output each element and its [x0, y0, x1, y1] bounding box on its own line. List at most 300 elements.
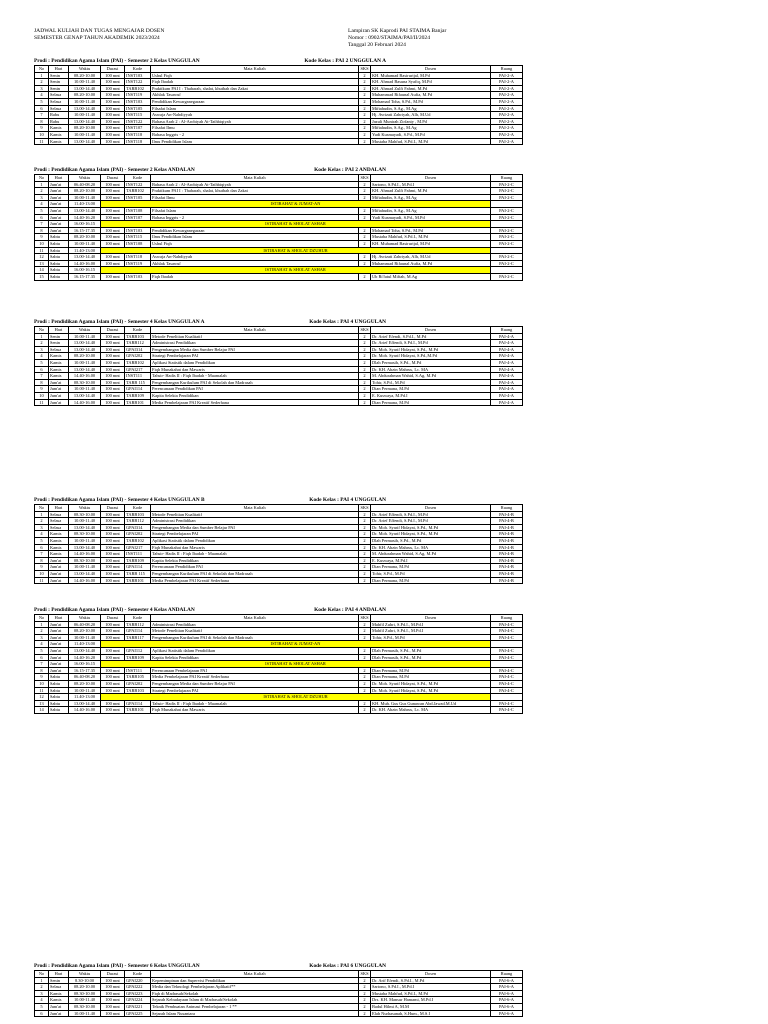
schedule-section [34, 606, 522, 714]
table-cell: TARB112 [125, 621, 151, 628]
table-cell: Miftahudin, S.Ag., M.Ag [371, 125, 491, 132]
table-cell: 9 [35, 386, 49, 393]
table-cell: 13.00-14.40 [69, 647, 101, 654]
table-cell: KH. Muh. Gus Gus Gunawan Abd.Jawad.M.Ud [371, 700, 491, 707]
table-cell: 100 mnt [101, 346, 125, 353]
table-cell: 08.30-10.00 [69, 379, 101, 386]
table-cell: Jum'at [49, 1010, 69, 1017]
table-cell: Aswaja An-Nahdiyyah [151, 254, 359, 261]
table-cell: 2 [35, 628, 49, 635]
table-cell: PAI-4-B [491, 577, 523, 584]
table-cell: Senin [49, 85, 69, 92]
section-title: Prodi : Pendidikan Agama Islam (PAI) - Semester 4 Kelas ANDALAN [34, 607, 195, 613]
column-header: Dosen [371, 175, 491, 182]
table-row [35, 511, 523, 518]
table-cell: 08.30-10.00 [69, 557, 101, 564]
table-row [35, 79, 523, 86]
table-cell: Jum'at [49, 634, 69, 641]
table-cell: 13.00-14.40 [69, 524, 101, 531]
table-row [35, 1003, 523, 1010]
column-header: Waktu [69, 175, 101, 182]
table-cell: 10.00-11.40 [69, 240, 101, 247]
table-cell: Sabtu [49, 273, 69, 280]
table-cell: 2 [359, 577, 371, 584]
column-header: Durasi [101, 505, 125, 512]
table-cell: 100 mnt [101, 333, 125, 340]
table-cell: 2 [359, 537, 371, 544]
table-cell: Bahasa Inggris - 2 [151, 214, 359, 221]
table-cell: Jum'at [49, 667, 69, 674]
class-code: Kode Kelas : PAI 2 UNGGULAN A [304, 58, 386, 64]
table-row [35, 647, 523, 654]
table-cell: 100 mnt [101, 570, 125, 577]
table-cell: Administrasi Pendidikan [151, 518, 359, 525]
table-cell: 10.00-11.40 [69, 333, 101, 340]
table-row [35, 707, 523, 714]
table-cell: Sabtu [49, 247, 69, 254]
table-cell: INST118 [125, 138, 151, 145]
table-cell: Mohamad Toha, S.Pd., M.Pd [371, 98, 491, 105]
table-cell: Kamis [49, 551, 69, 558]
column-header: Durasi [101, 615, 125, 622]
table-cell: M. Abdurahman Wahid, S.Ag, M.Pd [371, 551, 491, 558]
table-cell: Mohamad Toha, S.Pd., M.Pd [371, 227, 491, 234]
section-header [34, 166, 522, 174]
table-row [35, 392, 523, 399]
table-cell: Aplikasi Statistik dalam Pendidikan [151, 359, 359, 366]
section-title: Prodi : Pendidikan Agama Islam (PAI) - Semester 4 Kelas UNGGULAN B [34, 497, 205, 503]
table-cell: Selasa [49, 518, 69, 525]
table-row [35, 359, 523, 366]
table-cell: Tahsir- Hadis II : Fiqh Ibadah - Muamalah [151, 373, 359, 380]
table-cell: 14.40-16.00 [69, 373, 101, 380]
table-cell: 3 [35, 85, 49, 92]
table-cell: Praktikum PAI I : Thaharah, shalat, khutbah dan Zakat [151, 188, 359, 195]
table-row [35, 687, 523, 694]
table-cell: Dr. Arif Efendi, S.Pd.I., M.Pd [371, 977, 491, 984]
column-header: Mata Kuliah [151, 505, 359, 512]
table-cell: 100 mnt [101, 537, 125, 544]
column-header: Ruang [491, 66, 523, 73]
table-cell: 13 [35, 260, 49, 267]
table-cell: PAI-2-C [491, 194, 523, 201]
table-cell: 08.20-10.00 [69, 984, 101, 991]
table-cell: 2 [359, 273, 371, 280]
table-cell: 8 [35, 557, 49, 564]
table-cell: 7 [35, 551, 49, 558]
table-cell: Ushul Fiqh [151, 72, 359, 79]
column-header: Waktu [69, 327, 101, 334]
table-row [35, 977, 523, 984]
schedule-table [34, 174, 523, 281]
table-cell: Aswaja An-Nahdiyyah [151, 112, 359, 119]
table-cell: 10.00-11.40 [69, 634, 101, 641]
table-cell: 100 mnt [101, 131, 125, 138]
table-cell: Pengembangan Media dan Sumber Belajar PAI [151, 524, 359, 531]
break-row [35, 201, 523, 208]
table-cell: 6 [35, 654, 49, 661]
table-cell: 12 [35, 254, 49, 261]
table-cell: PAI-4-C [491, 647, 523, 654]
table-cell: Senin [49, 72, 69, 79]
table-cell: PAI-6-A [491, 990, 523, 997]
table-cell: Sejarah Islam Nusantara [151, 1010, 359, 1017]
column-header: Durasi [101, 327, 125, 334]
table-cell: 12 [35, 694, 49, 701]
table-cell: 14.40-16.20 [69, 214, 101, 221]
table-cell: PAI-2-C [491, 260, 523, 267]
table-cell: 100 mnt [101, 181, 125, 188]
table-cell: PAI-4-A [491, 392, 523, 399]
table-cell: 10 [35, 240, 49, 247]
column-header: Kode [125, 327, 151, 334]
table-cell: 7 [35, 661, 49, 668]
table-cell: 100 mnt [101, 399, 125, 406]
table-cell: Perencanaan Pendidikan PAI [151, 386, 359, 393]
table-cell: 2 [359, 254, 371, 261]
table-cell: PAI-2-C [491, 214, 523, 221]
table-cell: 100 mnt [101, 234, 125, 241]
table-cell: 9 [35, 125, 49, 132]
table-row [35, 273, 523, 280]
table-cell: 2 [359, 260, 371, 267]
table-cell: 2 [359, 511, 371, 518]
table-cell: INST119 [125, 260, 151, 267]
table-cell: INST118 [125, 131, 151, 138]
table-cell: Ub Ri'fatul Miftah, M.Ag [371, 273, 491, 280]
table-cell: 7 [35, 112, 49, 119]
break-row [35, 221, 523, 228]
table-cell: 100 mnt [101, 353, 125, 360]
table-cell: PAI-4-B [491, 524, 523, 531]
table-cell: 1 [35, 511, 49, 518]
table-cell: 3 [35, 990, 49, 997]
table-cell: 5 [35, 359, 49, 366]
table-row [35, 214, 523, 221]
table-row [35, 105, 523, 112]
table-cell: Mustaba Mahfud, S.Pd.I., M.Pd [371, 234, 491, 241]
column-header: Ruang [491, 971, 523, 978]
table-cell: TARB101 [125, 399, 151, 406]
table-cell: Mahfil Zuhri, S.Pd.I., M.Pd.I [371, 621, 491, 628]
table-cell: 2 [359, 181, 371, 188]
table-cell: Dr. KH. Abzin Mahrus, Lc. MA [371, 366, 491, 373]
table-cell: PAI-6-A [491, 984, 523, 991]
table-cell: KH. Muhamad Basirurijal, M.Pd [371, 240, 491, 247]
table-cell: Fiqh Munakahat dan Mawaris [151, 366, 359, 373]
table-cell: Ilmu Pendidikan Islam [151, 234, 359, 241]
table-cell: Dian Permana, M.Pd [371, 577, 491, 584]
column-header: No [35, 615, 49, 622]
table-cell: 1 [35, 333, 49, 340]
break-label: ISTIRAHAT & SHOLAT DZUHUR [101, 247, 491, 254]
table-cell: 8.30-10.00 [69, 977, 101, 984]
table-cell: Tohir, S.Pd., M.Pd [371, 570, 491, 577]
table-cell: 100 mnt [101, 680, 125, 687]
table-cell: 10 [35, 131, 49, 138]
table-row [35, 577, 523, 584]
table-cell: 10.00-11.40 [69, 518, 101, 525]
column-header: No [35, 505, 49, 512]
table-cell: 11 [35, 399, 49, 406]
table-cell: 5 [35, 98, 49, 105]
table-cell: 08.20-10.00 [69, 92, 101, 99]
table-cell: 8 [35, 379, 49, 386]
table-cell: 10 [35, 680, 49, 687]
table-cell: Sabtu [49, 707, 69, 714]
table-row [35, 537, 523, 544]
table-cell: PAI-4-B [491, 557, 523, 564]
table-cell: Selasa [49, 346, 69, 353]
table-row [35, 386, 523, 393]
table-cell: GPAI202 [125, 531, 151, 538]
table-cell: TARB102 [125, 85, 151, 92]
table-cell: 08.20-10.00 [69, 72, 101, 79]
table-row [35, 557, 523, 564]
table-cell: 4 [35, 997, 49, 1004]
table-cell: 100 mnt [101, 977, 125, 984]
column-header: SKS [360, 175, 369, 180]
table-cell: 100 mnt [101, 511, 125, 518]
table-cell: TARB102 [125, 188, 151, 195]
table-cell: 4 [35, 353, 49, 360]
table-cell: PAI-4-A [491, 353, 523, 360]
table-cell: 5 [35, 1003, 49, 1010]
table-cell: Pendidikan Kewarganegaraan [151, 98, 359, 105]
table-cell: GPAI112 [125, 647, 151, 654]
table-cell: Perencanaan Pembelajaran PAI [151, 667, 359, 674]
table-cell: 14.40-16.00 [69, 399, 101, 406]
table-cell: PAI-6-A [491, 1003, 523, 1010]
table-cell: PAI-2-C [491, 207, 523, 214]
table-cell: 2 [359, 977, 371, 984]
table-cell: 100 mnt [101, 531, 125, 538]
table-cell [491, 661, 523, 668]
table-header-row [35, 971, 523, 978]
table-cell: Jum'at [49, 188, 69, 195]
table-cell: 2 [35, 340, 49, 347]
table-cell: Mustaba Mahfud, S.Pd.I., M.Pd [371, 138, 491, 145]
table-cell: 100 mnt [101, 125, 125, 132]
table-row [35, 531, 523, 538]
table-cell: Selasa [49, 511, 69, 518]
table-cell: PAI-2-C [491, 227, 523, 234]
table-cell: Jum'at [49, 628, 69, 635]
table-cell: Dr. Moh. Syarif Hidayat, S.Pd., M.Pd [371, 680, 491, 687]
section-header [34, 318, 522, 326]
table-cell: TARB112 [125, 340, 151, 347]
table-cell: 6 [35, 544, 49, 551]
table-cell: 2 [359, 687, 371, 694]
table-cell: INST118 [125, 254, 151, 261]
table-cell: 2 [359, 379, 371, 386]
table-cell: Metode Penelitian Kualitatif [151, 333, 359, 340]
table-cell: 6 [35, 214, 49, 221]
table-cell: Teknik Pembuatan Animasi Pembelajaran - 1 ** [151, 1003, 359, 1010]
table-cell: 10.00-11.40 [69, 131, 101, 138]
table-cell: Media Pembelajaran PAI Kreatif Sederhana [151, 577, 359, 584]
table-cell: PAI-6-A [491, 1010, 523, 1017]
schedule-section [34, 962, 522, 1017]
table-cell: 14.40-16.00 [69, 551, 101, 558]
table-cell: 8 [35, 227, 49, 234]
table-cell: 08.30-10.00 [69, 1003, 101, 1010]
table-cell: INST115 [125, 234, 151, 241]
table-cell: 2 [359, 997, 371, 1004]
table-cell: 2 [359, 634, 371, 641]
table-cell: INST103 [125, 72, 151, 79]
table-row [35, 564, 523, 571]
table-cell: Bahasa Inggris - 2 [151, 131, 359, 138]
table-cell: Tohir, S.Pd., M.Pd [371, 379, 491, 386]
table-cell: GPAI314 [125, 524, 151, 531]
document-title: JADWAL KULIAH DAN TUGAS MENGAJAR DOSEN [34, 28, 165, 34]
table-cell: Akhlak Tasawuf [151, 92, 359, 99]
table-cell: Jum'at [49, 577, 69, 584]
table-cell: 11 [35, 687, 49, 694]
table-cell: PAI-2-A [491, 92, 523, 99]
table-cell: 14.40-16.00 [69, 260, 101, 267]
table-header-row [35, 615, 523, 622]
table-cell: 11.40-13.00 [69, 694, 101, 701]
table-cell: PAI-2-C [491, 188, 523, 195]
table-cell: 08.30-10.00 [69, 531, 101, 538]
table-cell: 100 mnt [101, 687, 125, 694]
table-cell: Mustaba Mahfud, S.Pd.I., M.Pd [371, 990, 491, 997]
table-header-row [35, 175, 523, 182]
table-cell: Akhlak Tasawuf [151, 260, 359, 267]
table-cell: Kamis [49, 373, 69, 380]
table-cell: 13 [35, 700, 49, 707]
table-cell: TARB109 [125, 557, 151, 564]
table-cell: 08.20-10.00 [69, 680, 101, 687]
table-cell: TARB101 [125, 707, 151, 714]
table-cell: Sabtu [49, 687, 69, 694]
section-header [34, 57, 522, 65]
table-cell: 100 mnt [101, 92, 125, 99]
table-cell: GPAI220 [125, 977, 151, 984]
table-row [35, 674, 523, 681]
table-cell: Senin [49, 340, 69, 347]
table-cell: Pengembangan Kurikulum PAI di Sekolah dan Madrasah [151, 379, 359, 386]
table-cell: Tahsir- Hadis II : Fiqh Ibadah - Muamalah [151, 700, 359, 707]
table-cell: 2 [359, 621, 371, 628]
table-cell: 14.40-16.00 [69, 707, 101, 714]
table-cell: Pengembangan Media dan Sumber Belajar PAI [151, 346, 359, 353]
table-cell: Dr. KH. Abzin Mahrus, Lc. MA [371, 544, 491, 551]
table-cell: 10.00-11.40 [69, 359, 101, 366]
table-cell: 2 [359, 359, 371, 366]
table-cell: Fiqh Ibadah [151, 79, 359, 86]
table-cell: Aplikasi Statistik dalam Pendidikan [151, 647, 359, 654]
table-header-row [35, 66, 523, 73]
table-cell: 100 mnt [101, 207, 125, 214]
table-cell: Kapita Selekta Pendidikan [151, 557, 359, 564]
table-row [35, 997, 523, 1004]
table-cell [491, 247, 523, 254]
table-cell: 100 mnt [101, 373, 125, 380]
table-cell: 2 [359, 647, 371, 654]
column-header: Hari [49, 505, 69, 512]
table-cell: 13.00-14.40 [69, 254, 101, 261]
table-cell: Muhammad Rifaunal Aufia, M.Pd [371, 92, 491, 99]
table-cell: 10.00-11.40 [69, 997, 101, 1004]
table-cell: Fiqh Ibadah [151, 273, 359, 280]
table-cell: 4 [35, 92, 49, 99]
table-cell: Yudi Kusmayadi, S.Pd., M.Pd [371, 131, 491, 138]
column-header: Kode [125, 505, 151, 512]
table-cell: Selasa [49, 524, 69, 531]
table-cell: 2 [359, 188, 371, 195]
table-cell: 100 mnt [101, 379, 125, 386]
table-cell: 100 mnt [101, 518, 125, 525]
table-cell: PAI-2-A [491, 85, 523, 92]
table-cell: 100 mnt [101, 577, 125, 584]
table-cell: Muhammad Rifaunal Aufia, M.Pd [371, 260, 491, 267]
table-cell: 2 [359, 366, 371, 373]
table-row [35, 333, 523, 340]
table-header-row [35, 327, 523, 334]
table-cell: 2 [35, 79, 49, 86]
table-cell: Dr. Arief Effendi, S.Pd.I., M.Pd [371, 511, 491, 518]
table-cell: Jum'at [49, 661, 69, 668]
table-cell: 06.40-08.20 [69, 674, 101, 681]
table-cell: INST122 [125, 79, 151, 86]
table-cell: 100 mnt [101, 85, 125, 92]
table-cell: PAI-4-A [491, 333, 523, 340]
table-row [35, 634, 523, 641]
table-cell: 7 [35, 221, 49, 228]
table-cell: 100 mnt [101, 340, 125, 347]
table-cell: Jum'at [49, 386, 69, 393]
table-cell: 11.40-13.00 [69, 201, 101, 208]
table-cell: 2 [359, 1010, 371, 1017]
table-cell: 100 mnt [101, 564, 125, 571]
table-cell: 8 [35, 667, 49, 674]
table-cell: 2 [359, 72, 371, 79]
table-cell: GPAI202 [125, 680, 151, 687]
table-cell: INST122 [125, 181, 151, 188]
table-cell: INST111 [125, 551, 151, 558]
table-cell: 10 [35, 570, 49, 577]
column-header: Ruang [491, 175, 523, 182]
table-cell: 10.00-11.40 [69, 98, 101, 105]
table-cell: 13.00-14.40 [69, 544, 101, 551]
table-row [35, 194, 523, 201]
table-row [35, 207, 523, 214]
table-cell: TARB103 [125, 687, 151, 694]
table-cell: Dian Permana, M.Pd [371, 667, 491, 674]
table-row [35, 72, 523, 79]
table-cell: INST122 [125, 118, 151, 125]
decree-reference: Lampiran SK Kaprodi PAI STAIMA Banjar [348, 28, 447, 34]
table-cell: Drs. KH. Mansur Hamami, M.Pd.I [371, 997, 491, 1004]
table-cell: 5 [35, 537, 49, 544]
table-cell: TARB109 [125, 392, 151, 399]
table-cell: GPAI223 [125, 990, 151, 997]
schedule-section [34, 318, 522, 406]
table-cell: Dian Permana, M.Pd [371, 564, 491, 571]
table-cell: Media dan Teknologi Pembelajaran Aplikatif** [151, 984, 359, 991]
table-cell: Kamis [49, 544, 69, 551]
schedule-section [34, 496, 522, 584]
table-cell: TARB103 [125, 333, 151, 340]
column-header: Kode [125, 971, 151, 978]
table-cell: 2 [359, 333, 371, 340]
table-cell: Selasa [49, 105, 69, 112]
table-cell: INST105 [125, 105, 151, 112]
table-row [35, 518, 523, 525]
